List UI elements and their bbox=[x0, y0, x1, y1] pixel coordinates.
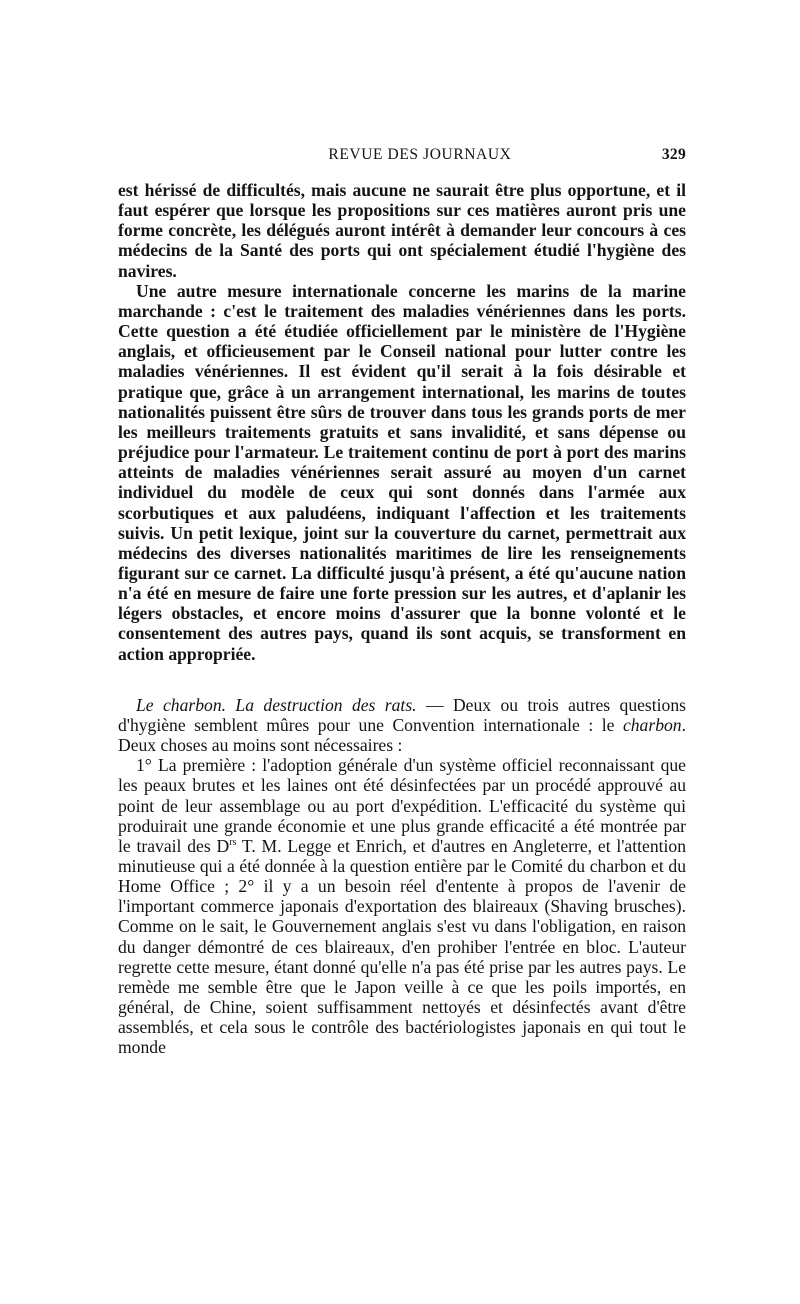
doctors-superscript: rs bbox=[229, 836, 237, 848]
section-gap bbox=[118, 664, 686, 695]
charbon-italic: charbon bbox=[622, 714, 682, 735]
running-head bbox=[118, 146, 686, 174]
paragraph-maladies-veneriennes: Une autre mesure internationale concerne les marins de la marine marchande : c'est le traitement des maladies vénériennes dans les ports. Cette question a été étudiée officiellement par le ministère de l'Hygiène anglais, et officieusement par le Conseil national pour lutter contre les maladies vénériennes. Il est évident qu'il serait à la fois désirable et pratique que, grâce à un arrangement international, les marins de toutes nationalités puissent être sûrs de trouver dans tous les grands ports de mer les meilleurs traitements gratuits et sans invalidité, et sans dépense ou préjudice pour l'armateur. Le traitement continu de port à port des marins atteints de maladies vénériennes serait assuré au moyen d'un carnet individuel du modèle de ceux qui sont donnés dans l'armée aux scorbutiques et aux paludéens, indiquant l'affection et les traitements suivis. Un petit lexique, joint sur la couverture du carnet, permettrait aux médecins des diverses nationalités maritimes de lire les renseignements figurant sur ce carnet. La difficulté jusqu'à présent, a été qu'aucune nation n'a été en mesure de faire une forte pression sur les autres, et d'aplanir les légers obstacles, et encore moins d'assurer que la bonne volonté et le consentement des autres pays, quand ils sont acquis, se transforment en action appropriée. bbox=[118, 280, 686, 664]
document-page bbox=[118, 146, 686, 1058]
paragraph-charbon-details bbox=[118, 755, 686, 1057]
paragraph-hygiene-navires: est hérissé de difficultés, mais aucune ne saurait être plus opportune, et il faut espérer que lorsque les propositions sur ces matières auront pris une forme concrète, les délégués auront intérêt à demander leur concours à ces médecins de la Santé des ports qui ont spécialement étudié l'hygiène des navires. bbox=[118, 180, 686, 281]
journal-title: REVUE DES JOURNAUX bbox=[328, 146, 512, 163]
charbon-intro-end: . Deux choses au moins sont nécessaires : bbox=[118, 714, 686, 756]
charbon-details-part-a: 1° La première : l'adoption générale d'un système officiel reconnaissant que les peaux brutes et les laines ont été désinfectées par un procédé approuvé au point de leur assemblage ou au port d'expédition. L'efficacité du système qui produirait une grande économie et une plus grande efficacité a été montrée par le travail des D bbox=[118, 755, 686, 856]
charbon-details-part-b: T. M. Legge et Enrich, et d'autres en Angleterre, et l'attention minutieuse qui a été donnée à la question entière par le Comité du charbon et du Home Office ; 2° il y a un besoin réel d'entente à propos de l'avenir de l'important commerce japonais d'exportation des blaireaux (Shaving brusches). Comme on le sait, le Gouvernement anglais s'est vu dans l'obligation, en raison du danger démontré de ces blaireaux, d'en prohiber l'entrée en bloc. L'auteur regrette cette mesure, étant donné qu'elle n'a pas été prise par les autres pays. Le remède me semble être que le Japon veille à ce que les poils importés, en général, de Chine, soient suffisamment nettoyés et désinfectés avant d'être assemblés, et cela sous le contrôle des bactériologistes japonais en qui tout le monde bbox=[118, 835, 686, 1058]
page-number: 329 bbox=[661, 146, 686, 163]
section-title: Le charbon. La destruction des rats. bbox=[136, 694, 417, 715]
paragraph-charbon-intro bbox=[118, 695, 686, 755]
charbon-intro-text: — Deux ou trois autres questions d'hygiène semblent mûres pour une Convention internationale : le bbox=[118, 694, 686, 735]
